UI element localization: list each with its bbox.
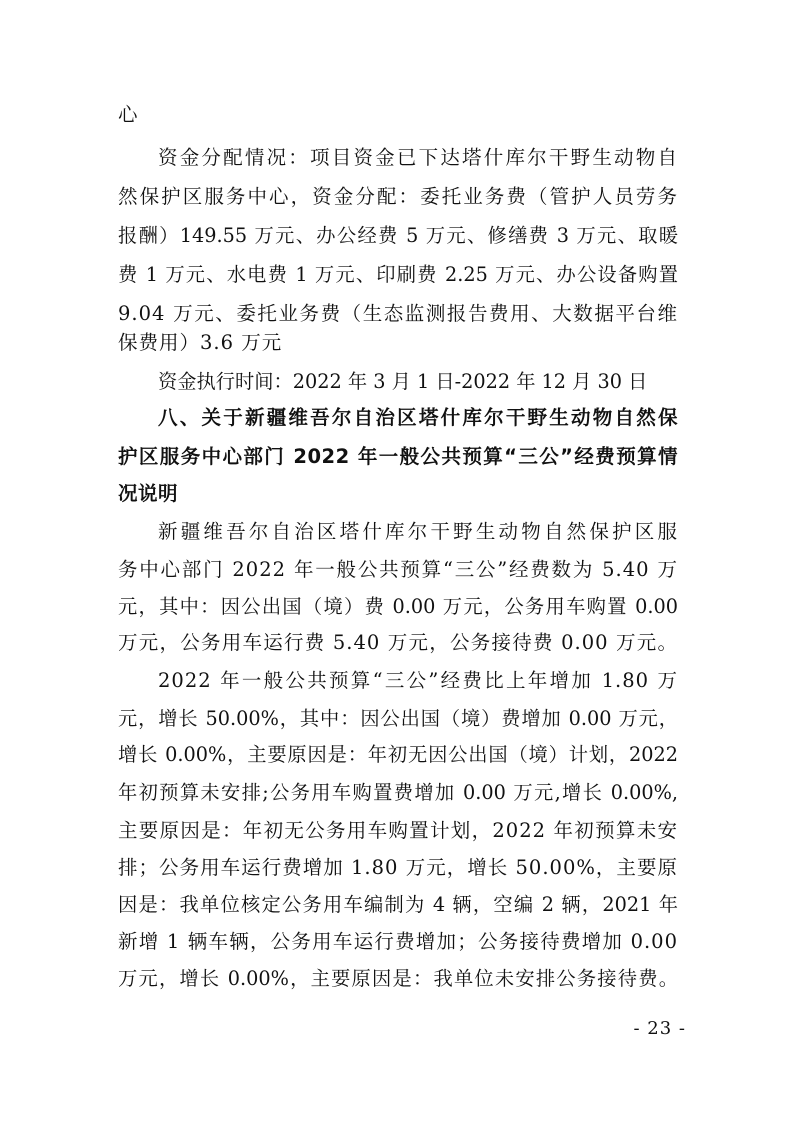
text-line: 元，其中：因公出国（境）费 0.00 万元，公务用车购置 0.00 — [118, 595, 678, 618]
text-line: 万元，公务用车运行费 5.40 万元，公务接待费 0.00 万元。 — [118, 631, 678, 654]
text-line: 务中心部门 2022 年一般公共预算“三公”经费数为 5.40 万 — [118, 558, 678, 581]
text-line: 报酬）149.55 万元、办公经费 5 万元、修缮费 3 万元、取暖 — [118, 224, 678, 247]
text-line: 保费用）3.6 万元 — [118, 331, 283, 354]
text-line: 万元，增长 0.00%，主要原因是：我单位未安排公务接待费。 — [118, 967, 678, 990]
text-line: 新疆维吾尔自治区塔什库尔干野生动物自然保护区服 — [158, 520, 678, 543]
text-line: 因是：我单位核定公务用车编制为 4 辆，空编 2 辆，2021 年 — [118, 893, 678, 916]
section-heading-line: 八、关于新疆维吾尔自治区塔什库尔干野生动物自然保 — [158, 406, 678, 429]
text-line: 年初预算未安排;公务用车购置费增加 0.00 万元,增长 0.00%, — [118, 781, 678, 804]
text-line: 心 — [118, 103, 139, 126]
text-line: 2022 年一般公共预算“三公”经费比上年增加 1.80 万 — [158, 669, 678, 692]
text-line: 9.04 万元、委托业务费（生态监测报告费用、大数据平台维 — [118, 302, 678, 325]
text-line: 资金执行时间：2022 年 3 月 1 日-2022 年 12 月 30 日 — [158, 370, 648, 393]
text-line: 然保护区服务中心，资金分配：委托业务费（管护人员劳务 — [118, 185, 678, 208]
text-line: 元，增长 50.00%，其中：因公出国（境）费增加 0.00 万元， — [118, 707, 678, 730]
text-line: 主要原因是：年初无公务用车购置计划，2022 年初预算未安 — [118, 819, 678, 842]
text-line: 排；公务用车运行费增加 1.80 万元，增长 50.00%，主要原 — [118, 856, 678, 879]
text-line: 增长 0.00%，主要原因是：年初无因公出国（境）计划，2022 — [118, 743, 678, 766]
section-heading-line: 况说明 — [118, 482, 179, 505]
text-line: 新增 1 辆车辆，公务用车运行费增加；公务接待费增加 0.00 — [118, 930, 678, 953]
text-line: 费 1 万元、水电费 1 万元、印刷费 2.25 万元、办公设备购置 — [118, 263, 678, 286]
text-line: 资金分配情况：项目资金已下达塔什库尔干野生动物自 — [158, 146, 678, 169]
section-heading-line: 护区服务中心部门 2022 年一般公共预算“三公”经费预算情 — [118, 445, 678, 468]
page-number: - 23 - — [633, 1018, 686, 1039]
